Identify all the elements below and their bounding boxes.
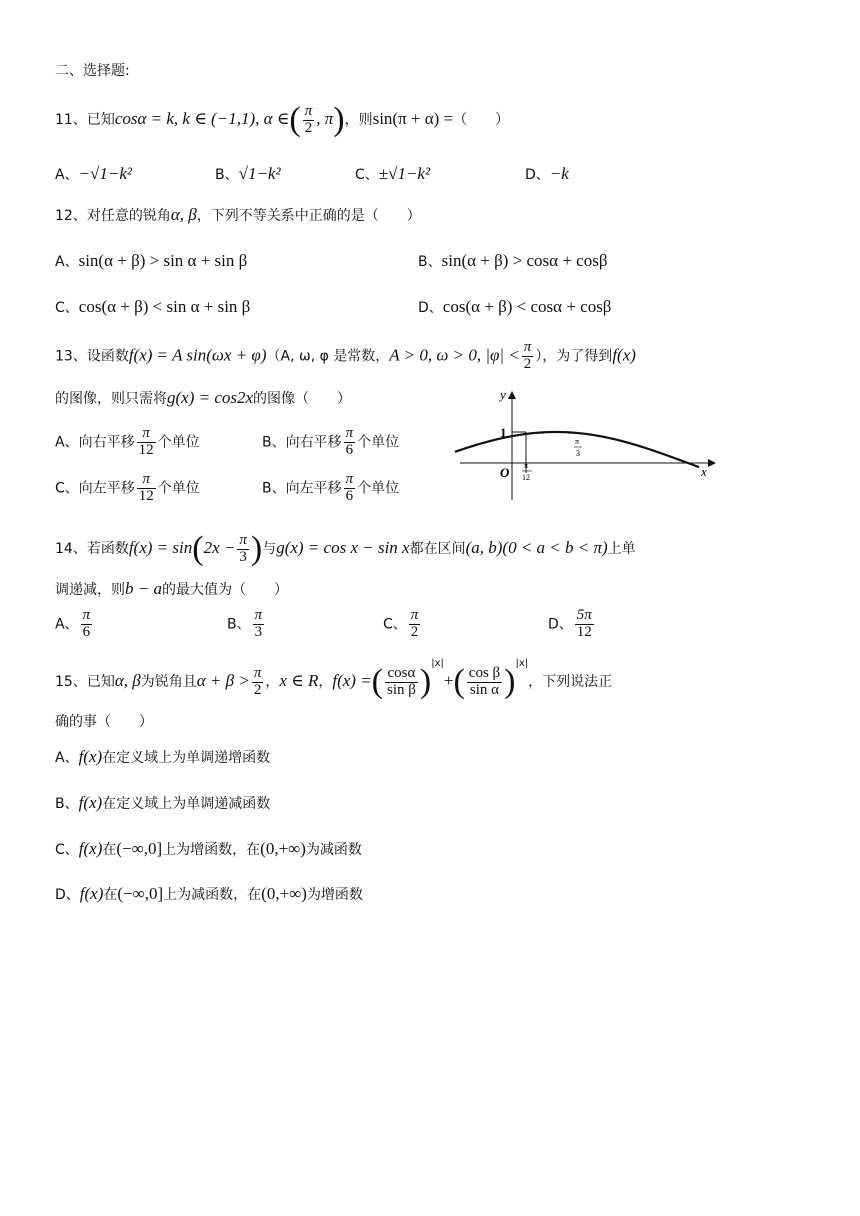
q15-option-a [55, 748, 270, 765]
q13-fraction [522, 340, 534, 373]
q15-sep: ， [265, 674, 280, 690]
q12-option-c-label: C、 [55, 300, 79, 316]
q15-option-b [55, 794, 270, 811]
q13-option-c-num: π [137, 472, 156, 489]
q13-option-c-label: C、向左平移 [55, 480, 135, 497]
graph-y-arrow [508, 391, 516, 399]
q11-expr: sin(π + α) = [372, 109, 454, 128]
q13-option-a-unit: 个单位 [157, 434, 200, 451]
q15-option-a-label: A、 [55, 750, 79, 766]
q13-func: f(x) = A sin(ωx + φ) [128, 345, 267, 365]
q11-option-d [525, 165, 569, 182]
q14-option-d-label: D、 [548, 616, 573, 633]
q14-option-b-frac [253, 608, 265, 641]
q13-option-b-label: B、向右平移 [262, 434, 342, 451]
q15-t2-open: ( [453, 663, 465, 700]
q15-option-d-text-b: 上为减函数，在 [163, 887, 262, 903]
q14-option-d [548, 608, 596, 641]
q15-option-b-label: B、 [55, 796, 79, 812]
q12-option-d-label: D、 [418, 300, 443, 316]
question-14-line2 [55, 580, 288, 597]
q12-option-b [418, 252, 607, 269]
q15-cond-frac-num: π [253, 664, 262, 681]
q12-stem: 12、对任意的锐角 [55, 208, 171, 224]
q14-option-d-num: 5π [576, 607, 592, 623]
q13-fx: f(x) [612, 345, 636, 365]
q14-frac-num: π [239, 531, 247, 548]
question-13-line2 [55, 389, 351, 406]
q15-cond-frac [252, 666, 264, 699]
q14-option-a-frac [81, 608, 93, 641]
q11-option-d-label: D、 [525, 167, 550, 183]
q12-option-a [55, 252, 247, 269]
q13-gx: g(x) = cos2x [167, 388, 254, 407]
q14-g: g(x) = cos x − sin x [276, 538, 410, 557]
q12-option-b-expr: sin(α + β) > cosα + cosβ [441, 251, 608, 270]
q15-term1-exp: |x| [431, 658, 444, 669]
q11-option-c-expr: ±√1−k² [378, 164, 431, 183]
graph-origin-label: O [500, 465, 510, 480]
q13-line2-b: 的图像（ ） [253, 391, 352, 407]
q14-line2-b: 的最大值为（ ） [161, 582, 288, 598]
q15-option-c-text-b: 上为增函数，在 [162, 842, 261, 858]
q14-option-b-label: B、 [227, 616, 251, 633]
q14-line2: 调递减，则 [55, 582, 125, 598]
q11-condition: cosα = k, k ∈ (−1,1), α ∈ [114, 109, 290, 128]
question-12-stem [55, 206, 421, 223]
question-11-stem [55, 103, 509, 137]
q14-option-c [383, 608, 422, 641]
q15-option-d-text-c: 为增函数 [306, 887, 363, 903]
q11-open-paren: ( [289, 101, 301, 138]
q15-term2-num: cos β [468, 664, 501, 681]
q13-option-b-frac [344, 426, 356, 459]
q13-cond1: （A, ω, φ 是常数， [266, 348, 390, 365]
q15-xr: x ∈ R [279, 671, 319, 690]
q12-option-b-label: B、 [418, 254, 442, 270]
q15-cond: α + β > [196, 671, 250, 690]
q13-option-b-den: 6 [345, 441, 354, 458]
q15-plus: + [443, 671, 454, 690]
q14-option-c-num: π [410, 607, 419, 623]
q12-option-c-expr: cos(α + β) < sin α + sin β [78, 297, 251, 316]
q13-option-c-den: 12 [138, 487, 154, 504]
q15-option-b-text: 在定义域上为单调递减函数 [102, 796, 271, 812]
q11-interval-end: , π [316, 109, 334, 128]
q12-stem-tail: ，下列不等关系中正确的是（ ） [196, 208, 421, 224]
q13-tail: ），为了得到 [535, 348, 613, 365]
graph-one-label: 1 [500, 425, 507, 440]
q13-option-a [55, 426, 200, 459]
graph-x-label: x [701, 464, 707, 479]
q15-term2-den: sin α [469, 681, 500, 698]
q13-option-d-frac [344, 472, 356, 505]
q15-option-d [55, 885, 363, 902]
q15-option-c-interval1: (−∞,0] [116, 839, 163, 858]
q15-f: f(x) = [332, 671, 372, 690]
q15-cond-frac-den: 2 [253, 681, 262, 698]
q13-option-a-frac [137, 426, 156, 459]
q15-term2 [467, 666, 502, 699]
q13-option-d [262, 472, 399, 505]
question-15-line2: 确的事（ ） [55, 714, 153, 730]
q11-frac-den: 2 [304, 119, 313, 136]
q15-option-a-text: 在定义域上为单调递增函数 [102, 750, 271, 766]
q15-option-a-fx: f(x) [78, 747, 103, 766]
question-15-stem [55, 658, 613, 700]
q13-cond2: A > 0, ω > 0, |φ| < [389, 345, 520, 365]
q13-option-b [262, 426, 399, 459]
q14-close-paren: ) [250, 530, 263, 567]
q15-option-b-fx: f(x) [78, 793, 103, 812]
q15-option-d-label: D、 [55, 887, 80, 903]
q12-option-a-expr: sin(α + β) > sin α + sin β [78, 251, 248, 270]
q13-option-d-den: 6 [345, 487, 354, 504]
q14-inner: 2x − [203, 538, 236, 557]
q15-mid: 为锐角且 [140, 674, 197, 690]
q13-option-c-unit: 个单位 [157, 480, 200, 497]
q13-frac-num: π [523, 339, 532, 355]
q12-option-d [418, 298, 611, 315]
q13-option-d-num: π [345, 471, 354, 487]
q14-option-c-frac [409, 608, 421, 641]
q14-option-a-label: A、 [55, 616, 79, 633]
q15-option-d-interval1: (−∞,0] [117, 884, 164, 903]
q14-bma: b − a [125, 579, 162, 598]
q14-option-d-den: 12 [576, 623, 592, 640]
q15-term2-exp: |x| [515, 658, 529, 669]
q11-option-c [355, 165, 430, 182]
q11-option-a-expr: −√1−k² [78, 164, 132, 183]
q15-option-c [55, 840, 362, 857]
q14-interval: (a, b)(0 < a < b < π) [465, 538, 608, 557]
q14-tail: 上单 [607, 541, 636, 557]
q13-option-d-unit: 个单位 [357, 480, 400, 497]
q13-sine-graph [450, 385, 720, 505]
q13-option-a-label: A、向右平移 [55, 434, 135, 451]
q14-option-a-den: 6 [82, 623, 91, 640]
q15-option-d-interval2: (0,+∞) [261, 884, 307, 903]
q11-option-b-expr: √1−k² [238, 164, 281, 183]
q14-option-b [227, 608, 266, 641]
q11-answer-paren: （ ） [453, 112, 510, 128]
graph-tick-pi3-den: 3 [576, 449, 580, 458]
q14-mid: 与 [262, 541, 277, 557]
q14-option-c-label: C、 [383, 616, 407, 633]
q15-option-c-label: C、 [55, 842, 79, 858]
q15-sep2: ， [318, 674, 333, 690]
q15-prefix: 15、已知 [55, 674, 115, 690]
question-13-stem [55, 340, 636, 373]
q15-option-c-fx: f(x) [78, 839, 103, 858]
q15-option-d-text-a: 在 [103, 887, 118, 903]
q15-option-d-fx: f(x) [79, 884, 104, 903]
q14-prefix: 14、若函数 [55, 541, 129, 557]
q15-option-c-text-a: 在 [102, 842, 117, 858]
q15-term1-num: cosα [385, 666, 418, 683]
q14-option-b-num: π [254, 607, 263, 623]
q13-prefix: 13、设函数 [55, 348, 129, 365]
q15-vars: α, β [114, 671, 141, 690]
graph-y-label: y [500, 387, 506, 402]
q12-option-d-expr: cos(α + β) < cosα + cosβ [442, 297, 612, 316]
q13-option-b-unit: 个单位 [357, 434, 400, 451]
q15-t2-close: ) [504, 663, 516, 700]
q11-option-b [215, 165, 281, 182]
graph-tick-pi3-num: π [575, 437, 580, 446]
q15-option-c-interval2: (0,+∞) [260, 839, 306, 858]
q15-term1 [385, 666, 418, 699]
q13-option-d-label: B、向左平移 [262, 480, 342, 497]
q11-option-b-label: B、 [215, 167, 239, 183]
graph-x-arrow [708, 459, 716, 467]
q13-option-a-den: 12 [138, 441, 154, 458]
question-14-stem [55, 532, 636, 566]
q12-vars: α, β [170, 205, 197, 224]
q14-option-c-den: 2 [410, 623, 419, 640]
q14-option-d-frac [575, 608, 594, 641]
q13-option-a-num: π [137, 426, 156, 443]
q14-option-a-num: π [82, 607, 91, 623]
q15-t1-close: ) [419, 663, 432, 700]
section-title: 二、选择题: [55, 63, 130, 79]
q14-mid2: 都在区间 [409, 541, 466, 557]
q11-close-paren: ) [333, 101, 345, 138]
q12-option-a-label: A、 [55, 254, 79, 270]
graph-tick-pi12-den: 12 [522, 473, 530, 482]
q13-option-b-num: π [345, 425, 354, 441]
q13-option-c [55, 472, 200, 505]
q15-t1-open: ( [371, 663, 383, 700]
q11-tail: ，则 [344, 112, 373, 128]
q13-frac-den: 2 [523, 355, 532, 372]
q11-frac-num: π [304, 102, 313, 119]
q13-line2-a: 的图像，则只需将 [55, 391, 167, 407]
q11-option-a [55, 165, 132, 182]
q15-tail: ，下列说法正 [528, 674, 613, 690]
q11-option-a-label: A、 [55, 167, 79, 183]
q11-prefix: 11、已知 [55, 112, 115, 128]
q12-option-c [55, 298, 250, 315]
q15-option-c-text-c: 为减函数 [305, 842, 362, 858]
q13-option-c-frac [137, 472, 156, 505]
q11-option-d-expr: −k [549, 164, 569, 183]
q15-term1-den: sin β [386, 681, 416, 698]
graph-tick-pi12-num: π [524, 461, 529, 470]
q14-f: f(x) = sin [128, 538, 193, 557]
q11-fraction [303, 104, 315, 137]
q14-frac-den: 3 [239, 548, 247, 565]
q14-option-b-den: 3 [254, 623, 263, 640]
q14-open-paren: ( [192, 530, 204, 567]
q14-fraction [237, 533, 249, 566]
q14-option-a [55, 608, 94, 641]
q11-option-c-label: C、 [355, 167, 379, 183]
